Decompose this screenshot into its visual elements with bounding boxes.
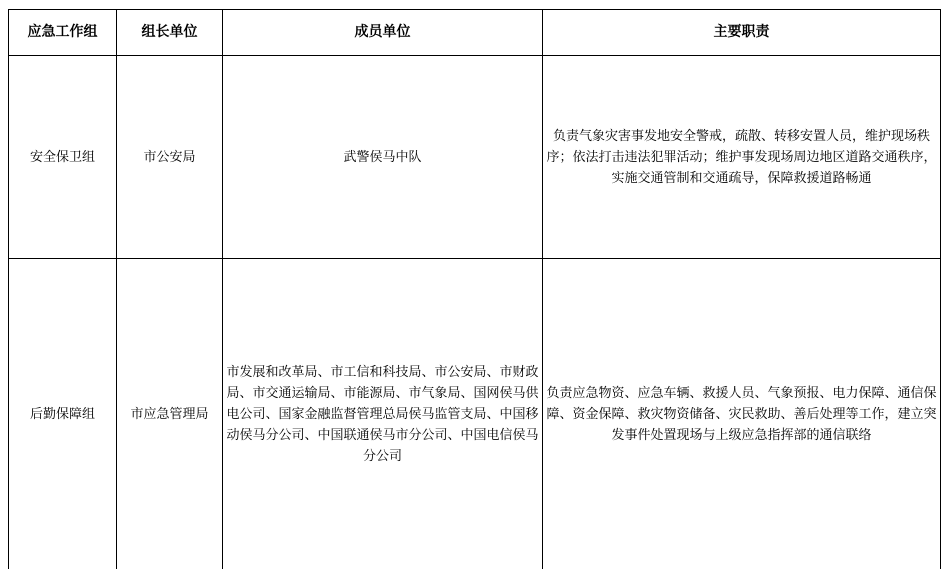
cell-group: 安全保卫组 [9,56,117,259]
table-row [9,259,941,569]
header-duties: 主要职责 [543,10,941,56]
duties-text: 负责应急物资、应急车辆、救援人员、气象预报、电力保障、通信保障、资金保障、救灾物资储备、灾民救助、善后处理等工作，建立突发事件处置现场与上级应急指挥部的通信联络 [543,383,940,446]
header-leader: 组长单位 [117,10,223,56]
table-header-row [9,10,941,56]
cell-duties [543,259,941,569]
cell-duties [543,56,941,259]
cell-members [223,259,543,569]
header-members: 成员单位 [223,10,543,56]
header-group: 应急工作组 [9,10,117,56]
members-text: 市发展和改革局、市工信和科技局、市公安局、市财政局、市交通运输局、市能源局、市气象局、国网侯马供电公司、国家金融监督管理总局侯马监管支局、中国移动侯马分公司、中国联通侯马市分公司、中国电信侯马分公司 [223,362,542,467]
emergency-groups-table [8,9,941,569]
duties-text: 负责气象灾害事发地安全警戒，疏散、转移安置人员，维护现场秩序；依法打击违法犯罪活动；维护事发现场周边地区道路交通秩序，实施交通管制和交通疏导，保障救援道路畅通 [543,126,940,189]
members-text: 武警侯马中队 [343,147,421,168]
cell-members [223,56,543,259]
cell-leader: 市应急管理局 [117,259,223,569]
cell-leader: 市公安局 [117,56,223,259]
table-row [9,56,941,259]
cell-group: 后勤保障组 [9,259,117,569]
